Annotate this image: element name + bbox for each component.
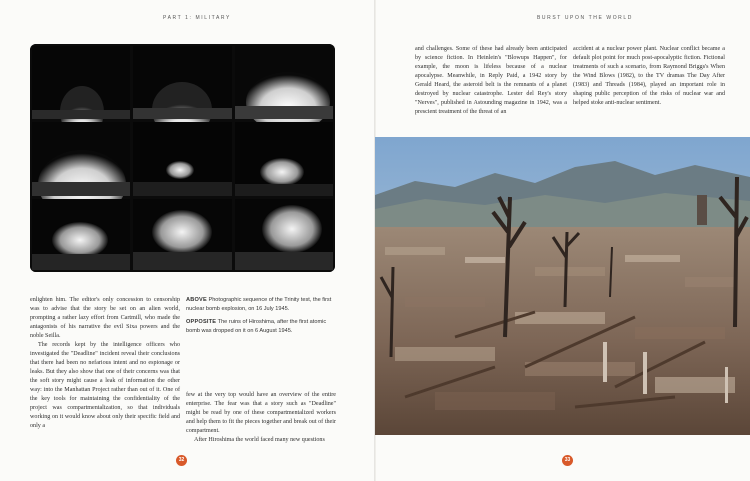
left-page-number: 32 [176, 455, 187, 466]
frame-7 [32, 199, 130, 270]
frame-8 [133, 199, 232, 270]
frame-9 [235, 199, 333, 270]
hiroshima-ruins-photo [375, 137, 750, 435]
caption-opposite [186, 318, 336, 335]
caption-above-lead: ABOVE [186, 297, 207, 303]
right-running-head: BURST UPON THE WORLD [537, 15, 633, 21]
right-col2-paragraph: accident at a nuclear power plant. Nuclear conflict became a default plot point for much post-apocalyptic fiction. Fictional treatments of such a scenario, from Raymond Briggs's When the Wind Blows (1982), to the TV dramas The Day After (1983) and Threads (1984), played an important role in shaping public perception of the risks of nuclear war and helped stoke anti-nuclear sentiment. [573, 46, 725, 106]
caption-above-text: Photographic sequence of the Trinity test, the first nuclear bomb explosion, on 16 July 1945. [186, 297, 332, 312]
photo-captions [186, 296, 336, 335]
right-page-number: 33 [562, 455, 573, 466]
trinity-sequence-photo [30, 44, 335, 272]
hiroshima-ruins-image [375, 137, 750, 435]
frame-6 [235, 122, 333, 196]
left-col2-paragraph-2: After Hiroshima the world faced many new questions [194, 437, 325, 443]
caption-above [186, 296, 336, 313]
right-col1-paragraph: and challenges. Some of these had already been anticipated by science fiction. In Heinlein's "Blowups Happen", for example, the moon is lifeless because of a nuclear apocalypse. Meanwhile, in Reply Paid, a 1942 story by Gerald Heard, the asteroid belt is the remnants of a planet destroyed by nuclear catastrophe. Lester del Rey's story "Nerves", published in Astounding magazine in 1942, was a prescient treatment of the threat of an [415, 46, 567, 115]
left-page-column-1 [30, 296, 180, 431]
left-page-column-2 [186, 391, 336, 445]
right-page-column-1 [415, 45, 567, 117]
right-page-column-2 [573, 45, 725, 108]
left-col1-paragraph-2: The records kept by the intelligence officers who investigated the "Deadline" incident reveal their conclusions that there had been no nefarious intent and no espionage or leaks. But they also show that one of their concerns was that the soft story might cause a leak of information the other way: into the Manhattan Project rather than out of it. One of the key tools for maintaining the confidentiality of the project was compartmentalization, so that individuals working on it would know about only their specific field and only a [30, 342, 180, 429]
distant-building [697, 195, 707, 225]
caption-opposite-text: The ruins of Hiroshima, after the first atomic bomb was dropped on it on 6 August 1945. [186, 319, 327, 334]
left-col2-paragraph-1: few at the very top would have an overview of the entire enterprise. The fear was that a story such as "Deadline" might be read by one of these compartmentalized workers and help them to fit the pieces together and break out of their compartment. [186, 392, 336, 434]
left-running-head: PART 1: MILITARY [163, 15, 231, 21]
left-col1-paragraph-1: enlighten him. The editor's only concession to censorship was to advise that the story be set on an alien world, prompting a rather lazy effort from Cartmill, who made the antagonists of his narrative the evil Sixa powers and the noble Seilla. [30, 297, 180, 339]
caption-opposite-lead: OPPOSITE [186, 319, 217, 325]
frame-5 [133, 122, 232, 196]
trinity-sequence-image [30, 44, 335, 272]
